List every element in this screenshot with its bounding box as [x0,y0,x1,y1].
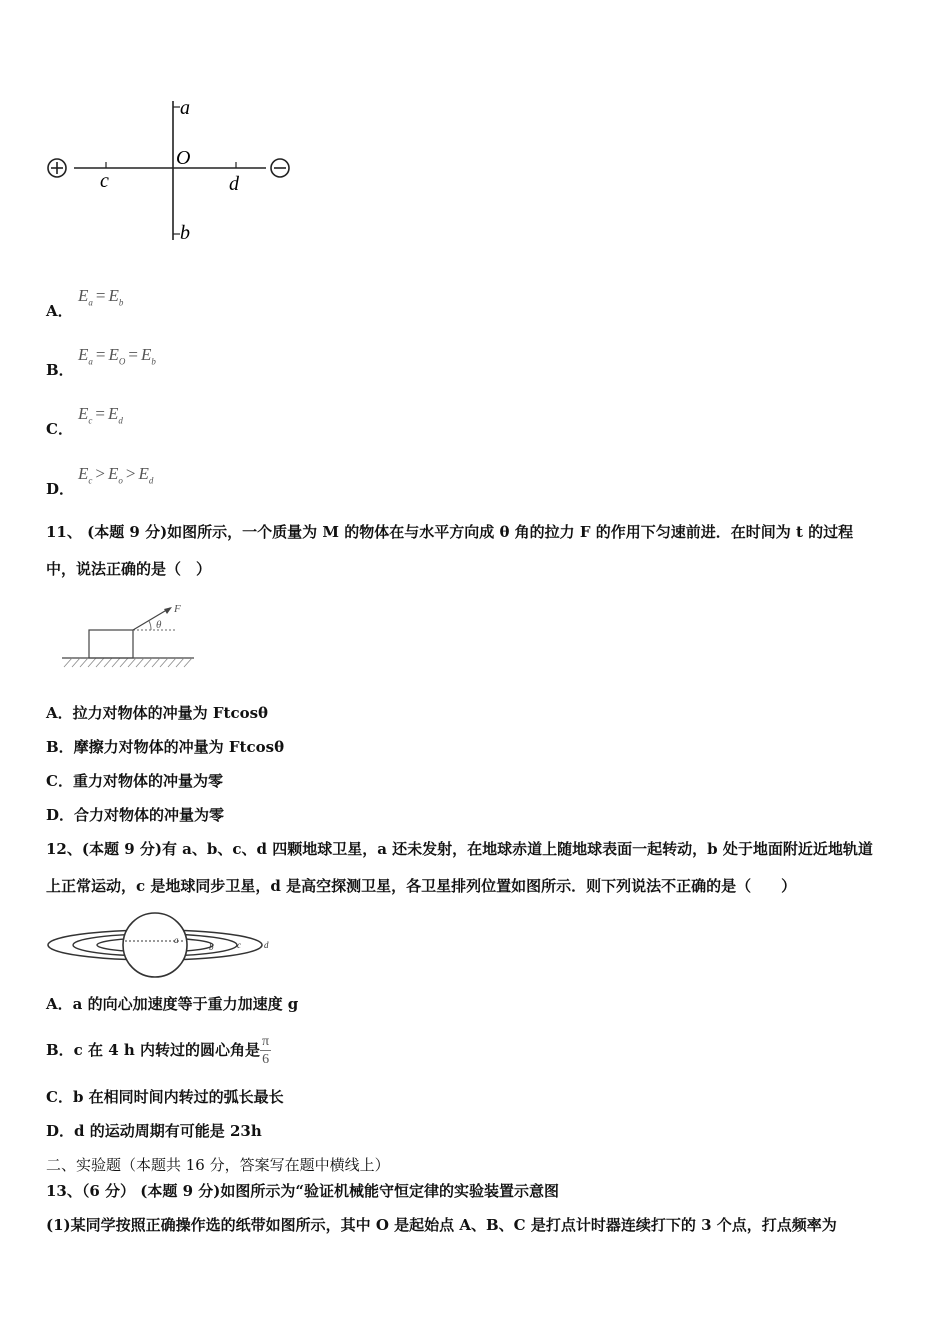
negative-charge-icon [271,159,289,177]
pi-over-6-fraction: $\frac{\pi}{6}$ [262,1034,270,1067]
formula: $E_a = E_O = E_b$ [78,345,156,367]
force-arrow [133,608,170,630]
satellite-d-label: d [264,940,269,950]
q11-option-b: B．摩擦力对物体的冲量为 Ftcosθ [46,738,285,756]
option-label: B． [46,361,74,379]
satellite-a-label: a [174,935,179,945]
option-label: D． [46,480,75,498]
q12-option-b [46,1032,271,1068]
q11-option-a: A．拉力对物体的冲量为 Ftcosθ [46,704,269,722]
block [89,630,133,658]
section-heading: 二、实验题（本题共 16 分，答案写在题中横线上） [46,1156,390,1174]
q12-stem-line1: 12、(本题 9 分)有 a、b、c、d 四颗地球卫星，a 还未发射，在地球赤道上随地球表面一起转动，b 处于地面附近近地轨道 [46,840,873,858]
option-label: C． [46,420,73,438]
point-a-label: a [180,97,190,119]
formula: $E_a = E_b$ [78,286,124,308]
ground-hatch [64,658,192,667]
option-label: A． [46,302,73,320]
q13-stem-line1: 13、（6 分） (本题 9 分)如图所示为“验证机械能守恒定律的实验装置示意图 [46,1182,559,1200]
field-diagram [40,95,300,250]
q11-option-c: C．重力对物体的冲量为零 [46,772,223,790]
point-O-label: O [176,147,191,169]
earth [123,913,187,977]
q11-stem-line2: 中，说法正确的是（ ） [46,560,212,578]
q12-option-c: C．b 在相同时间内转过的弧长最长 [46,1088,284,1106]
q13-stem-line2: (1)某同学按照正确操作选的纸带如图所示，其中 O 是起始点 A、B、C 是打点计时器连续打下的 3 个点，打点频率为 [46,1216,837,1234]
q11-stem-line1: 11、 (本题 9 分)如图所示，一个质量为 M 的物体在与水平方向成 θ 角的拉力 F 的作用下匀速前进．在时间为 t 的过程 [46,523,854,541]
angle-label: θ [156,619,162,631]
block-force-diagram [60,600,200,675]
point-d-label: d [229,173,239,195]
satellite-c-label: c [237,940,241,950]
q11-option-d: D．合力对物体的冲量为零 [46,806,225,824]
arrowhead-icon [164,607,172,614]
positive-charge-icon [48,159,66,177]
point-b-label: b [180,222,190,244]
satellite-b-label: b [209,942,214,952]
force-label: F [174,603,181,615]
option-text: B．c 在 4 h 内转过的圆心角是 [46,1041,261,1059]
formula: $E_c = E_d$ [78,404,123,426]
formula: $E_c > E_o > E_d$ [78,464,154,486]
q12-option-d: D．d 的运动周期有可能是 23h [46,1122,262,1140]
q12-option-a: A．a 的向心加速度等于重力加速度 g [46,995,299,1013]
satellite-orbit-diagram [45,910,285,980]
point-c-label: c [100,170,109,192]
q12-stem-line2: 上正常运动，c 是地球同步卫星，d 是高空探测卫星，各卫星排列位置如图所示．则下列说法不正确的是（ ） [46,877,797,895]
